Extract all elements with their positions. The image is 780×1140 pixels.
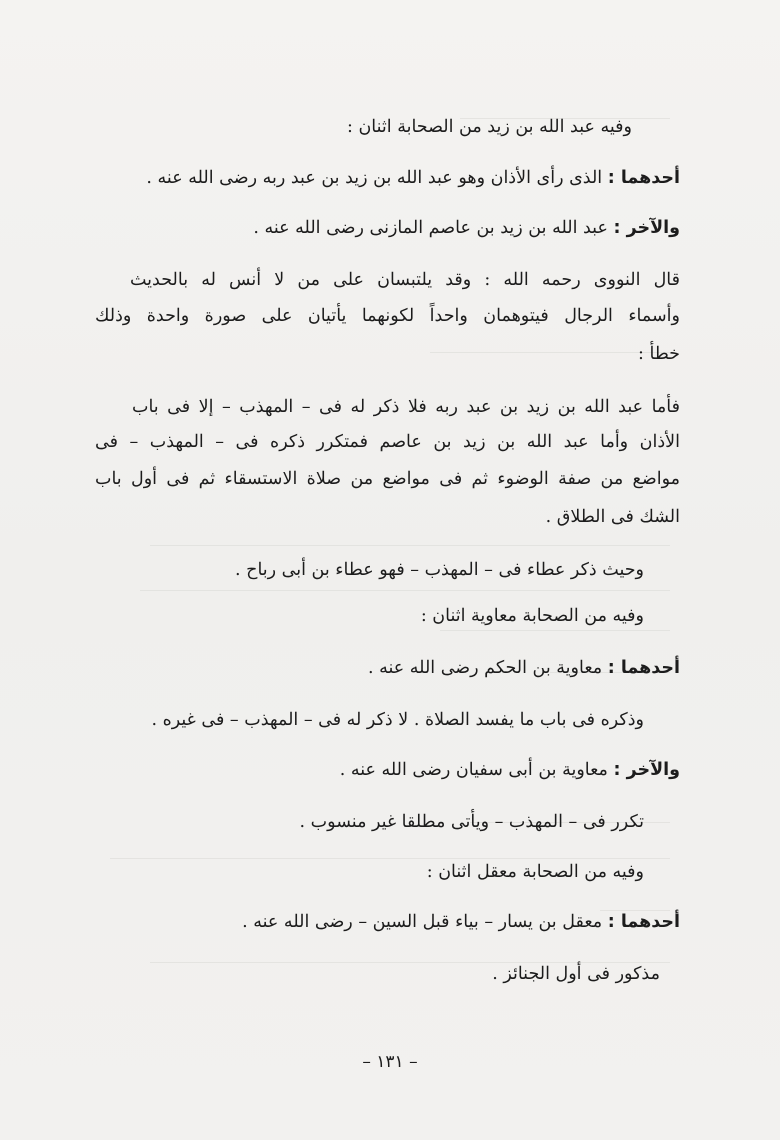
text-line: خطأ :: [638, 344, 680, 364]
text-line: وفيه من الصحابة معقل اثنان :: [426, 862, 644, 882]
page-number: – ١٣١ –: [362, 1052, 418, 1072]
text-line: مواضع من صفة الوضوء ثم فى مواضع من صلاة الاستسقاء ثم فى أول باب: [95, 469, 680, 489]
text-line: وذكره فى باب ما يفسد الصلاة . لا ذكر له فى – المهذب – فى غيره .: [151, 710, 644, 730]
bleed-through-mark: [150, 545, 670, 546]
bleed-through-mark: [140, 590, 670, 591]
text-line: الشك فى الطلاق .: [545, 507, 680, 527]
entry-label: أحدهما :: [607, 912, 680, 932]
text-line: أحدهما : معقل بن يسار – بياء قبل السين – رضى الله عنه .: [242, 912, 680, 932]
entry-label: أحدهما :: [607, 168, 680, 188]
bleed-through-mark: [440, 630, 670, 631]
text-line: وأسماء الرجال فيتوهمان واحداً لكونهما يأتيان على صورة واحدة وذلك: [95, 306, 680, 326]
entry-label: والآخر :: [613, 760, 680, 780]
text-line: وفيه عبد الله بن زيد من الصحابة اثنان :: [347, 117, 632, 137]
text-line: وفيه من الصحابة معاوية اثنان :: [420, 606, 644, 626]
text-line: الأذان وأما عبد الله بن زيد بن عاصم فمتكرر ذكره فى – المهذب – فى: [95, 432, 680, 452]
entry-label: أحدهما :: [607, 658, 680, 678]
text-line: والآخر : عبد الله بن زيد بن عاصم المازنى رضى الله عنه .: [253, 218, 680, 238]
text-line: أحدهما : معاوية بن الحكم رضى الله عنه .: [368, 658, 680, 678]
entry-label: والآخر :: [613, 218, 680, 238]
text-line: والآخر : معاوية بن أبى سفيان رضى الله عنه .: [339, 760, 680, 780]
text-line: قال النووى رحمه الله : وقد يلتبسان على من لا أنس له بالحديث: [130, 270, 680, 290]
text-line: فأما عبد الله بن زيد بن عبد ربه فلا ذكر له فى – المهذب – إلا فى باب: [132, 397, 680, 417]
text-line: أحدهما : الذى رأى الأذان وهو عبد الله بن زيد بن عبد ربه رضى الله عنه .: [146, 168, 680, 188]
text-line: مذكور فى أول الجنائز .: [492, 964, 660, 984]
text-line: وحيث ذكر عطاء فى – المهذب – فهو عطاء بن أبى رباح .: [235, 560, 644, 580]
text-line: تكرر فى – المهذب – ويأتى مطلقا غير منسوب .: [299, 812, 644, 832]
